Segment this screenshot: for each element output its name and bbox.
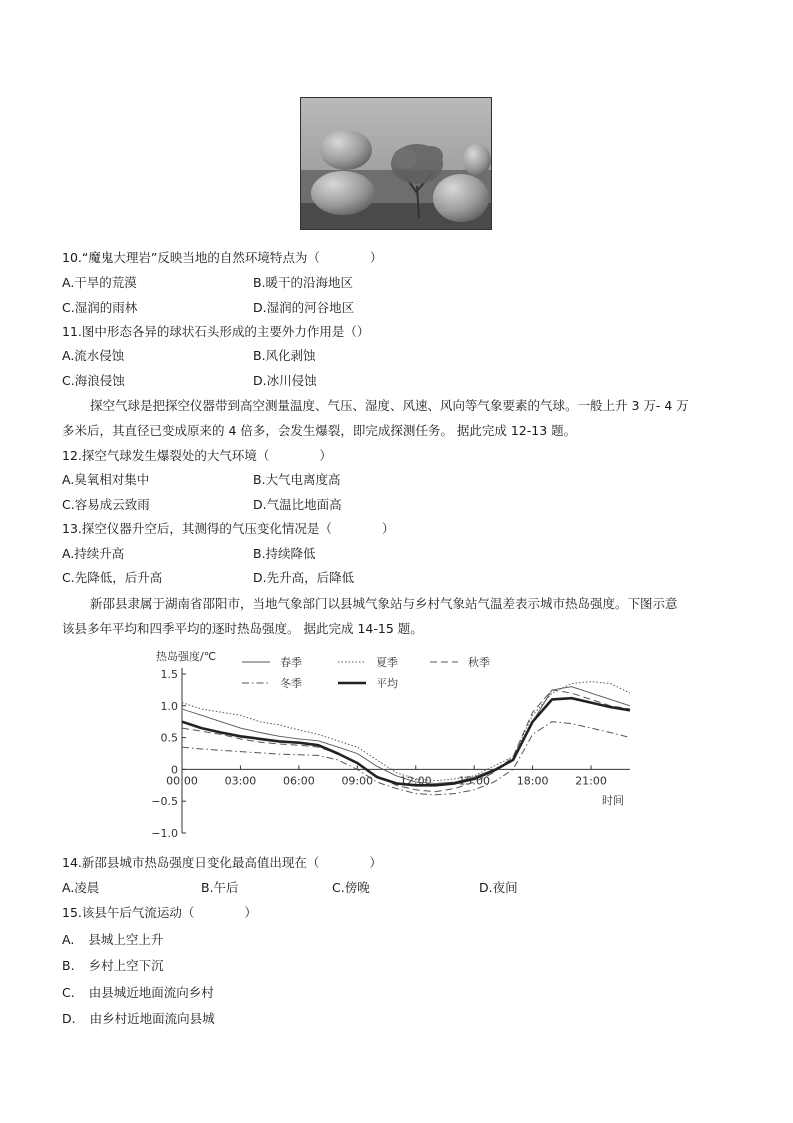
x-tick-label: 06:00 <box>283 774 315 788</box>
q13-stem: 13.探空仪器升空后，其测得的气压变化情况是（ ） <box>62 521 395 536</box>
series-line-dotted <box>182 682 630 781</box>
q11-option-a[interactable]: A.流水侵蚀 <box>62 348 125 363</box>
q14-option-c[interactable]: C.傍晚 <box>332 880 370 895</box>
chart-axes <box>151 668 630 838</box>
chart-ylabel: 热岛强度/℃ <box>156 650 217 663</box>
q15-option-c-text: 由县城近地面流向乡村 <box>88 985 214 1000</box>
q14-option-a[interactable]: A.凌晨 <box>62 880 100 895</box>
q15-option-a-text: 县城上空上升 <box>88 932 164 947</box>
heat-island-chart <box>150 646 640 838</box>
legend-label: 冬季 <box>280 677 302 690</box>
q15-option-c[interactable] <box>62 985 214 1001</box>
legend-label: 秋季 <box>468 656 490 669</box>
y-tick-label: 0 <box>171 763 178 777</box>
passage2-line2: 该县多年平均和四季平均的逐时热岛强度。 据此完成 14-15 题。 <box>62 621 423 636</box>
x-tick-label: 18:00 <box>516 774 549 788</box>
q15-option-d[interactable] <box>62 1011 215 1027</box>
q12-option-a[interactable]: A.臭氧相对集中 <box>62 472 150 487</box>
q15-option-d-text: 由乡村近地面流向县城 <box>89 1011 215 1026</box>
y-tick-label: −1.0 <box>151 827 178 838</box>
boulders-illustration <box>301 98 491 229</box>
q15-stem: 15.该县午后气流运动（ ） <box>62 905 257 920</box>
q15-option-b[interactable] <box>62 958 164 974</box>
q15-option-b-text: 乡村上空下沉 <box>88 958 164 973</box>
y-tick-label: 0.5 <box>160 731 178 745</box>
q10-stem: 10.“魔鬼大理岩”反映当地的自然环境特点为（ ） <box>62 250 383 265</box>
q12-option-d[interactable]: D.气温比地面高 <box>253 497 342 512</box>
q13-option-d[interactable]: D.先升高，后降低 <box>253 570 355 585</box>
q14-option-b[interactable]: B.午后 <box>201 880 239 895</box>
passage1-line1: 探空气球是把探空仪器带到高空测量温度、气压、湿度、风速、风向等气象要素的气球。一般上升 3 万- 4 万 <box>90 398 689 413</box>
x-tick-label: 21:00 <box>575 774 607 788</box>
q15-option-b-key: B. <box>62 958 75 973</box>
q13-option-b[interactable]: B.持续降低 <box>253 546 316 561</box>
q11-option-d[interactable]: D.冰川侵蚀 <box>253 373 317 388</box>
x-tick-label: 09:00 <box>341 774 374 788</box>
y-tick-label: −0.5 <box>151 795 178 809</box>
chart-legend <box>242 655 490 690</box>
q12-option-c[interactable]: C.容易成云致雨 <box>62 497 150 512</box>
q13-option-a[interactable]: A.持续升高 <box>62 546 125 561</box>
q13-option-c[interactable]: C.先降低，后升高 <box>62 570 163 585</box>
q14-option-d[interactable]: D.夜间 <box>479 880 518 895</box>
passage1-line2: 多米后，其直径已变成原来的 4 倍多，会发生爆裂，即完成探测任务。 据此完成 12-13 题。 <box>62 423 577 438</box>
legend-label: 春季 <box>280 656 302 669</box>
q15-option-a-key: A. <box>62 932 75 947</box>
q14-stem: 14.新邵县城市热岛强度日变化最高值出现在（ ） <box>62 855 382 870</box>
q11-stem: 11.图中形态各异的球状石头形成的主要外力作用是（） <box>62 324 370 339</box>
chart-xlabel: 时间 <box>602 794 624 807</box>
q10-option-d[interactable]: D.湿润的河谷地区 <box>253 300 355 315</box>
q11-option-c[interactable]: C.海浪侵蚀 <box>62 373 125 388</box>
q10-option-c[interactable]: C.湿润的雨林 <box>62 300 138 315</box>
y-tick-label: 1.0 <box>160 699 178 713</box>
x-tick-label: 03:00 <box>224 774 257 788</box>
q11-option-b[interactable]: B.风化剥蚀 <box>253 348 316 363</box>
legend-label: 平均 <box>376 677 398 690</box>
x-tick-label: 12:00 <box>399 774 432 788</box>
passage2-line1: 新邵县隶属于湖南省邵阳市，当地气象部门以县城气象站与乡村气象站气温差表示城市热岛强度。下图示意 <box>90 596 678 611</box>
q15-option-c-key: C. <box>62 985 75 1000</box>
legend-label: 夏季 <box>376 656 398 669</box>
x-tick-label: 15:00 <box>458 774 491 788</box>
boulders-photo <box>300 97 492 230</box>
q10-option-a[interactable]: A.干旱的荒漠 <box>62 275 137 290</box>
series-line-solid-thin <box>182 687 630 784</box>
q15-option-a[interactable] <box>62 932 163 948</box>
q15-option-d-key: D. <box>62 1011 76 1026</box>
q12-option-b[interactable]: B.大气电离度高 <box>253 472 341 487</box>
x-tick-label: 00:00 <box>166 774 198 788</box>
q10-option-b[interactable]: B.暖干的沿海地区 <box>253 275 354 290</box>
y-tick-label: 1.5 <box>160 668 178 681</box>
q12-stem: 12.探空气球发生爆裂处的大气环境（ ） <box>62 448 332 463</box>
